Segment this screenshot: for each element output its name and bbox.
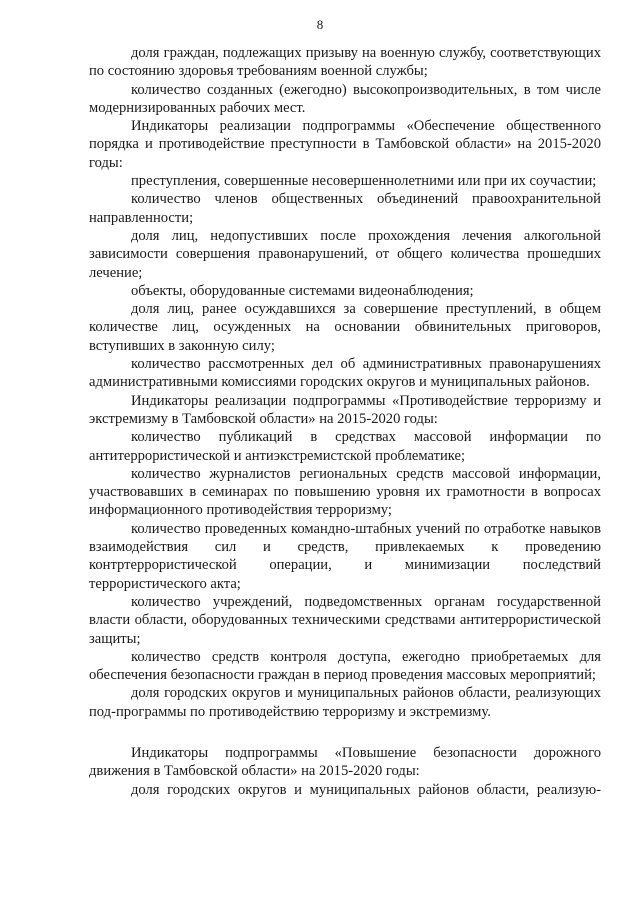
paragraph: доля лиц, ранее осуждавшихся за совершение преступлений, в общем количестве лиц, осужденных на основании обвинительных приговоров, вступивших в законную силу;: [89, 301, 601, 354]
subprogram-heading: Индикаторы реализации подпрограммы «Обеспечение общественного порядка и противодействие преступности в Тамбовской области» на 2015-2020 годы:: [89, 118, 601, 171]
paragraph: количество публикаций в средствах массовой информации по антитеррористической и антиэкстремистской проблематике;: [89, 429, 601, 464]
paragraph: количество созданных (ежегодно) высокопроизводительных, в том числе модернизированных рабочих мест.: [89, 81, 601, 116]
paragraph: количество членов общественных объединений правоохранительной направленности;: [89, 191, 601, 226]
paragraph: доля лиц, недопустивших после прохождения лечения алкогольной зависимости совершения правонарушений, от общего количества прошедших лечение;: [89, 227, 601, 281]
paragraph: доля городских округов и муниципальных районов области, реализую-: [131, 781, 601, 798]
document-body: [89, 44, 601, 799]
paragraph: преступления, совершенные несовершеннолетними или при их соучастии;: [131, 173, 597, 190]
paragraph: объекты, оборудованные системами видеонаблюдения;: [131, 282, 474, 299]
paragraph: количество проведенных командно-штабных учений по отработке навыков взаимодействия сил и средств, привлекаемых к проведению контртеррористической операции, и минимизации последствий террористического акта;: [89, 520, 601, 592]
paragraph: доля городских округов и муниципальных районов области, реализующих под-программы по противодействию терроризму и экстремизму.: [89, 685, 601, 720]
page-number: 8: [316, 17, 324, 32]
paragraph: количество журналистов региональных средств массовой информации, участвовавших в семинарах по повышению уровня их грамотности в вопросах информационного противодействия терроризму;: [89, 465, 601, 519]
subprogram-heading: Индикаторы подпрограммы «Повышение безопасности дорожного движения в Тамбовской области» на 2015-2020 годы:: [89, 744, 601, 780]
paragraph-spacer: [89, 721, 601, 744]
paragraph: количество рассмотренных дел об административных правонарушениях административными комиссиями городских округов и муниципальных районов.: [89, 356, 601, 391]
paragraph: доля граждан, подлежащих призыву на военную службу, соответствующих по состоянию здоровья требованиям военной службы;: [89, 45, 601, 80]
subprogram-heading: Индикаторы реализации подпрограммы «Противодействие терроризму и экстремизму в Тамбовской области» на 2015-2020 годы:: [89, 392, 601, 427]
paragraph: количество учреждений, подведомственных органам государственной власти области, оборудованных техническими средствами антитеррористической защиты;: [89, 593, 601, 647]
paragraph: количество средств контроля доступа, ежегодно приобретаемых для обеспечения безопасности граждан в период проведения массовых мероприятий;: [89, 648, 601, 684]
